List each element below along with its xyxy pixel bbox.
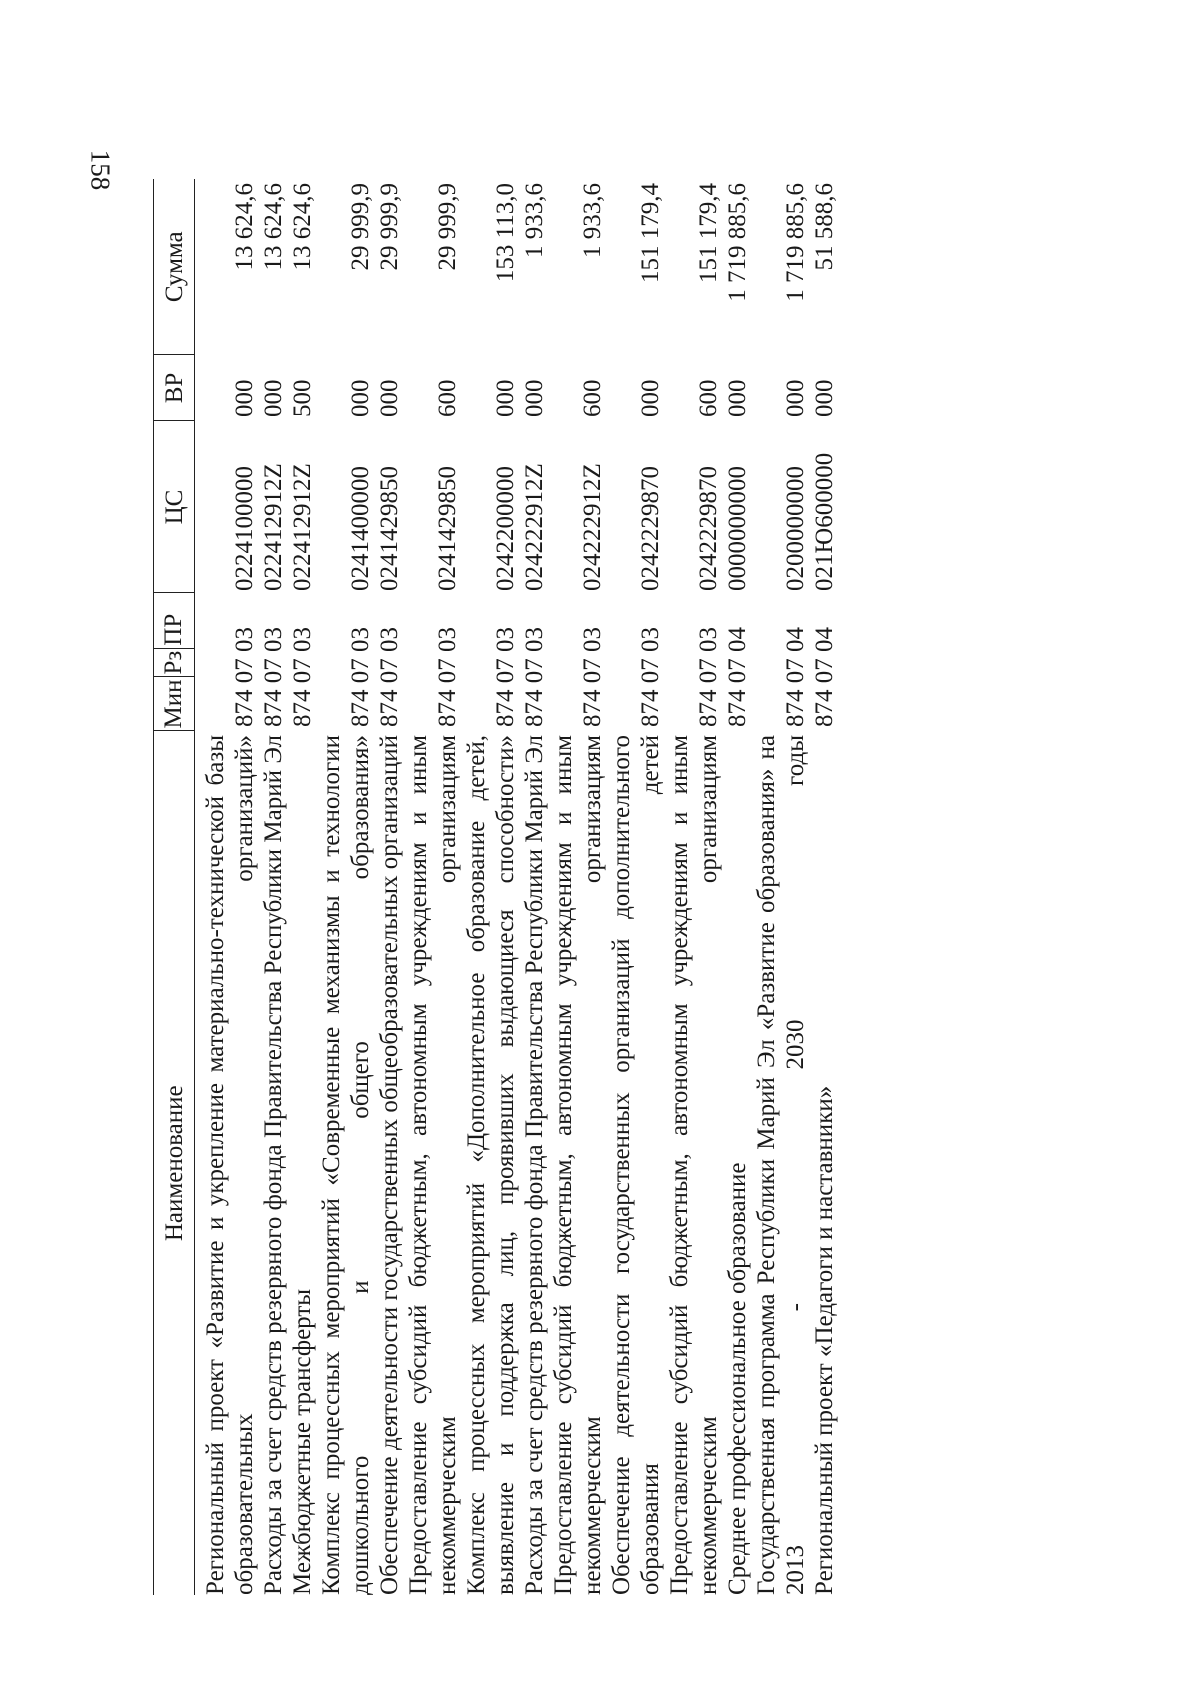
row-cs: 0242229870 (637, 466, 664, 591)
row-codes: 874 07 03 (695, 627, 722, 727)
row-codes: 874 07 03 (376, 627, 403, 727)
row-name: Обеспечение деятельности государственных организаций дополнительного образования детей (608, 735, 664, 1595)
rotated-content (153, 145, 1053, 1595)
row-name: Региональный проект «Педагоги и наставники» (811, 1085, 838, 1595)
row-codes: 874 07 03 (260, 627, 287, 727)
header-rz: Рз (154, 649, 194, 678)
row-codes: 874 07 03 (521, 627, 548, 727)
budget-table (153, 179, 839, 1595)
row-vr: 600 (695, 379, 722, 417)
row-codes: 874 07 04 (782, 627, 809, 727)
row-vr: 000 (811, 379, 838, 417)
row-vr: 000 (231, 379, 258, 417)
row-cs: 0241429850 (434, 466, 461, 591)
row-codes: 874 07 03 (434, 627, 461, 727)
row-codes: 874 07 03 (289, 627, 316, 727)
row-codes: 874 07 03 (492, 627, 519, 727)
row-sum: 13 624,6 (260, 183, 287, 271)
row-name: Региональный проект «Развитие и укрепление материально-технической базы образовательных организаций» (202, 735, 258, 1595)
header-min-rz-pr (154, 593, 195, 731)
row-sum: 51 588,6 (811, 183, 838, 271)
table-row (259, 179, 288, 1595)
row-sum: 153 113,0 (492, 183, 519, 283)
row-cs: 022412912Z (289, 463, 316, 591)
row-sum: 151 179,4 (637, 183, 664, 283)
row-sum: 1 719 885,6 (782, 183, 809, 302)
row-name: Предоставление субсидий бюджетным, автономным учреждениям и иным некоммерческим организациям (666, 735, 722, 1595)
row-cs: 024222912Z (521, 463, 548, 591)
row-cs: 0200000000 (782, 466, 809, 591)
table-row (288, 179, 317, 1595)
row-cs: 0241400000 (347, 466, 374, 591)
header-vr: ВР (154, 355, 195, 421)
table-row (317, 179, 375, 1595)
row-name: Межбюджетные трансферты (289, 1288, 316, 1595)
table-row (723, 179, 752, 1595)
header-name: Наименование (154, 731, 195, 1595)
row-vr: 000 (521, 379, 548, 417)
row-codes: 874 07 03 (579, 627, 606, 727)
row-sum: 151 179,4 (695, 183, 722, 283)
row-vr: 600 (579, 379, 606, 417)
row-vr: 000 (637, 379, 664, 417)
row-vr: 600 (434, 379, 461, 417)
row-codes: 874 07 03 (347, 627, 374, 727)
row-sum: 29 999,9 (347, 183, 374, 271)
row-name: Расходы за счет средств резервного фонда Правительства Республики Марий Эл (521, 735, 548, 1595)
header-cs: ЦС (154, 421, 195, 593)
table-row (810, 179, 839, 1595)
row-codes: 874 07 04 (724, 627, 751, 727)
row-vr: 500 (289, 379, 316, 417)
table-header-row (154, 179, 195, 1595)
table-row (665, 179, 723, 1595)
row-cs: 024222912Z (579, 463, 606, 591)
row-vr: 000 (376, 379, 403, 417)
header-pr: ПР (154, 612, 194, 649)
row-sum: 1 933,6 (521, 183, 548, 258)
row-cs: 0000000000 (724, 466, 751, 591)
row-sum: 1 933,6 (579, 183, 606, 258)
row-name: Государственная программа Республики Марий Эл «Развитие образования» на 2013 - 2030 годы (753, 735, 809, 1595)
table-row (462, 179, 520, 1595)
row-cs: 0241429850 (376, 466, 403, 591)
row-name: Предоставление субсидий бюджетным, автономным учреждениям и иным некоммерческим организациям (405, 735, 461, 1595)
row-name: Обеспечение деятельности государственных общеобразовательных организаций (376, 735, 403, 1595)
row-name: Предоставление субсидий бюджетным, автономным учреждениям и иным некоммерческим организациям (550, 735, 606, 1595)
table-row (549, 179, 607, 1595)
row-cs: 0224100000 (231, 466, 258, 591)
row-vr: 000 (347, 379, 374, 417)
table-body (195, 179, 840, 1595)
row-name: Комплекс процессных мероприятий «Современные механизмы и технологии дошкольного и общего образования» (318, 735, 374, 1595)
row-codes: 874 07 03 (637, 627, 664, 727)
row-sum: 13 624,6 (231, 183, 258, 271)
row-cs: 021Ю600000 (811, 452, 838, 591)
table-row (752, 179, 810, 1595)
row-codes: 874 07 03 (231, 627, 258, 727)
row-vr: 000 (724, 379, 751, 417)
row-cs: 022412912Z (260, 463, 287, 591)
page-number: 158 (85, 149, 116, 191)
row-sum: 13 624,6 (289, 183, 316, 271)
row-sum: 29 999,9 (434, 183, 461, 271)
row-vr: 000 (492, 379, 519, 417)
table-row (195, 179, 260, 1595)
table-row (404, 179, 462, 1595)
table-row (607, 179, 665, 1595)
table-row (520, 179, 549, 1595)
row-name: Комплекс процессных мероприятий «Дополнительное образование детей, выявление и поддержка лиц, проявивших выдающиеся способности» (463, 735, 519, 1595)
row-name: Среднее профессиональное образование (724, 1162, 751, 1595)
row-sum: 1 719 885,6 (724, 183, 751, 302)
row-vr: 000 (260, 379, 287, 417)
row-sum: 29 999,9 (376, 183, 403, 271)
row-vr: 000 (782, 379, 809, 417)
row-codes: 874 07 04 (811, 627, 838, 727)
row-cs: 0242229870 (695, 466, 722, 591)
header-sum: Сумма (154, 179, 195, 355)
header-min: Мин (160, 679, 187, 729)
row-cs: 0242200000 (492, 466, 519, 591)
table-row (375, 179, 404, 1595)
row-name: Расходы за счет средств резервного фонда Правительства Республики Марий Эл (260, 735, 287, 1595)
